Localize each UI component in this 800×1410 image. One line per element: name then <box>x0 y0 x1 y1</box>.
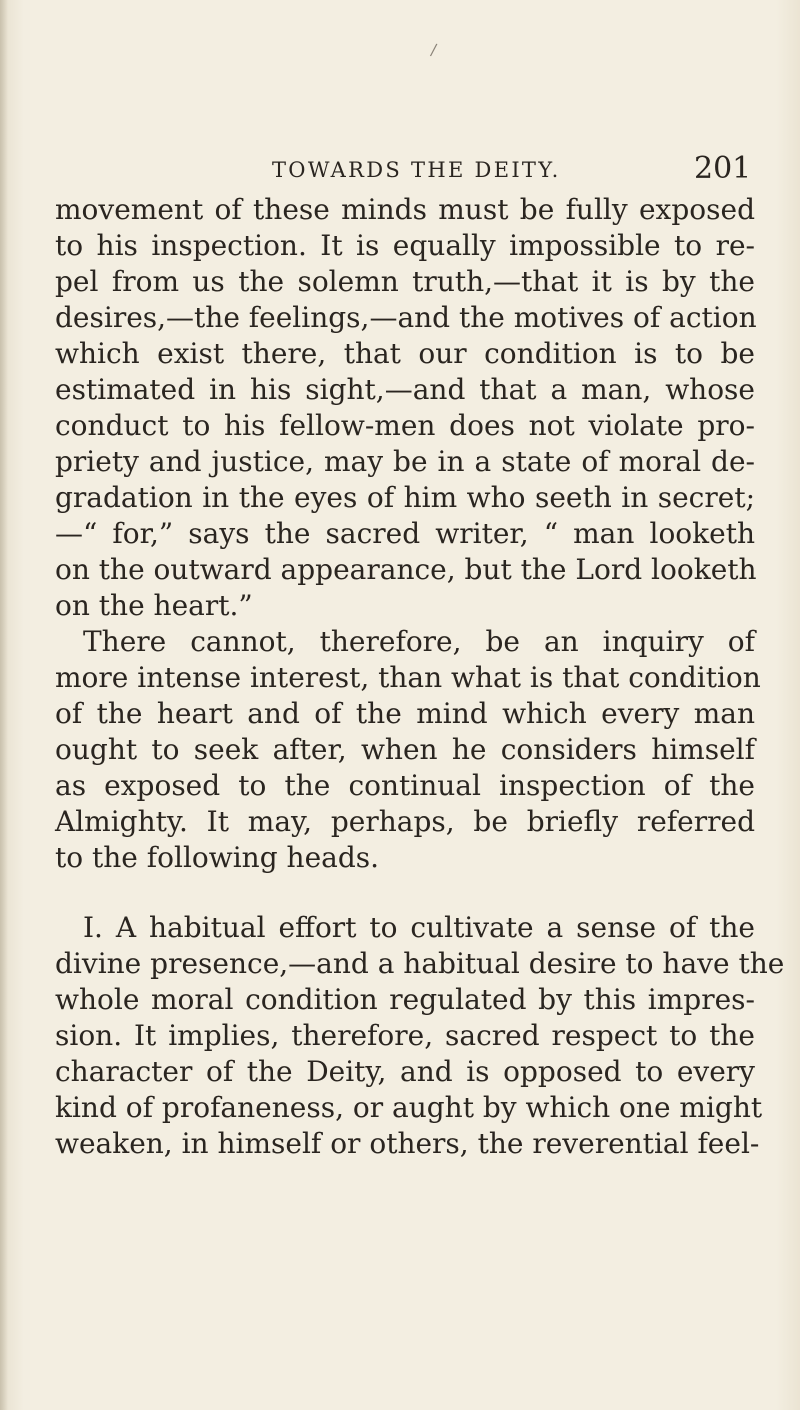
text-line: of the heart and of the mind which every man <box>55 697 755 730</box>
text-line: on the outward appearance, but the Lord looketh <box>55 553 757 586</box>
text-line: Almighty. It may, perhaps, be briefly referred <box>55 805 755 838</box>
text-line: divine presence,—and a habitual desire to have the <box>55 947 785 980</box>
text-line: character of the Deity, and is opposed to every <box>55 1055 755 1088</box>
text-line: priety and justice, may be in a state of moral de- <box>55 445 755 478</box>
stray-pencil-mark: / <box>429 39 438 60</box>
text-line: whole moral condition regulated by this impres- <box>55 983 755 1016</box>
running-head: TOWARDS THE DEITY. <box>272 158 561 182</box>
text-line: on the heart.” <box>55 589 253 622</box>
page-number: 201 <box>694 151 752 186</box>
numbered-heading-line: I. A habitual effort to cultivate a sense of the <box>83 911 755 944</box>
text-line: kind of profaneness, or aught by which one might <box>55 1091 763 1124</box>
text-line: sion. It implies, therefore, sacred respect to the <box>55 1019 755 1052</box>
text-line: —“ for,” says the sacred writer, “ man looketh <box>55 517 755 550</box>
paragraph-first-line: There cannot, therefore, be an inquiry of <box>83 625 755 658</box>
text-line: gradation in the eyes of him who seeth in secret; <box>55 481 755 514</box>
text-line: movement of these minds must be fully exposed <box>55 193 755 226</box>
text-line: to the following heads. <box>55 841 380 874</box>
text-line: estimated in his sight,—and that a man, whose <box>55 373 755 406</box>
text-line: more intense interest, than what is that condition <box>55 661 761 694</box>
text-line: ought to seek after, when he considers himself <box>55 733 755 766</box>
text-line: as exposed to the continual inspection of the <box>55 769 755 802</box>
text-line: which exist there, that our condition is to be <box>55 337 755 370</box>
text-line: conduct to his fellow-men does not violate pro- <box>55 409 755 442</box>
text-line: to his inspection. It is equally impossible to re- <box>55 229 755 262</box>
text-line: desires,—the feelings,—and the motives of action <box>55 301 757 334</box>
text-line: weaken, in himself or others, the reverential feel- <box>55 1127 760 1160</box>
text-line: pel from us the solemn truth,—that it is by the <box>55 265 755 298</box>
page-gutter-shadow <box>0 0 8 1410</box>
